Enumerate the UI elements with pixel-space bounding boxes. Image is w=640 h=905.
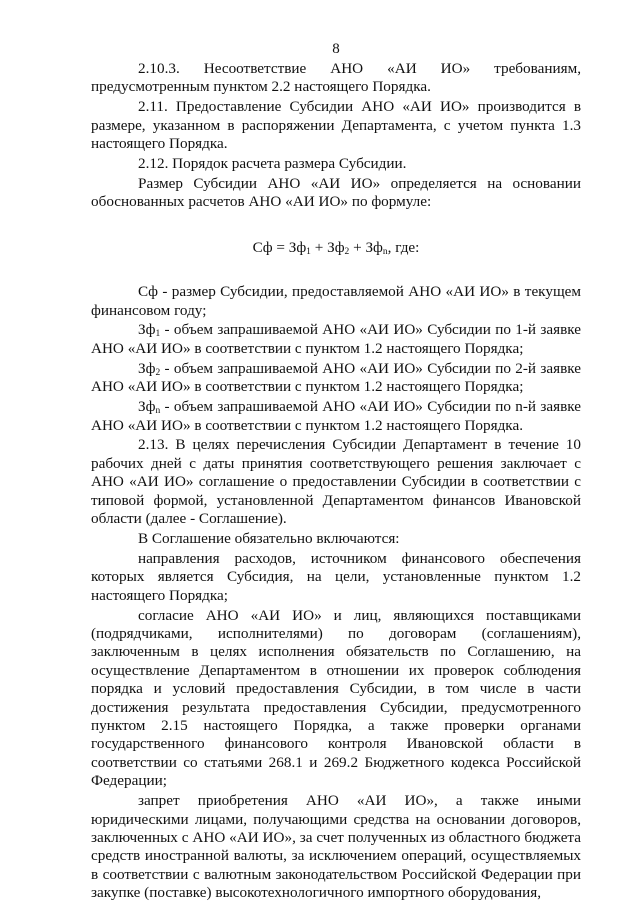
formula: [91, 239, 581, 257]
document-body: [91, 60, 581, 904]
page-number: 8: [332, 41, 340, 57]
definition-z2-symbol: Зф: [138, 359, 156, 377]
definition-z1-symbol: Зф: [138, 321, 156, 339]
paragraph-2-13: 2.13. В целях перечисления Субсидии Департамент в течение 10 рабочих дней с даты принятия соответствующего решения заключает с АНО «АИ ИО» соглашение о предоставлении Субсидии в соответствии с типовой формой, установленной Департаментом финансов Ивановской области (далее - Соглашение).: [91, 436, 581, 528]
formula-sub-1: 1: [306, 246, 311, 257]
definition-zn-symbol: Зф: [138, 398, 156, 416]
definition-z1: [91, 321, 581, 358]
definition-z1-text: - объем запрашиваемой АНО «АИ ИО» Субсидии по 1-й заявке АНО «АИ ИО» в соответствии с пунктом 1.2 настоящего Порядка;: [91, 321, 581, 357]
formula-lhs: Сф = Зф: [252, 238, 307, 256]
definition-zn: [91, 398, 581, 435]
paragraph-2-11: 2.11. Предоставление Субсидии АНО «АИ ИО» производится в размере, указанном в распоряжении Департамента, с учетом пункта 1.3 настоящего Порядка.: [91, 98, 581, 153]
paragraph-expense-directions: направления расходов, источником финансового обеспечения которых является Субсидия, на цели, установленные пунктом 1.2 настоящего Порядка;: [91, 549, 581, 604]
definition-z2-sub: 2: [155, 367, 161, 378]
formula-tail: , где:: [387, 238, 420, 256]
formula-sub-2: 2: [344, 246, 350, 257]
paragraph-subsidy-size: Размер Субсидии АНО «АИ ИО» определяется на основании обоснованных расчетов АНО «АИ ИО» по формуле:: [91, 174, 581, 211]
paragraph-agreement-includes: В Соглашение обязательно включаются:: [138, 529, 400, 547]
formula-plus-1: + Зф: [310, 238, 345, 256]
definition-z1-sub: 1: [155, 329, 161, 340]
formula-plus-2: + Зф: [349, 238, 383, 256]
paragraph-2-12: 2.12. Порядок расчета размера Субсидии.: [138, 155, 407, 173]
definition-z2-text: - объем запрашиваемой АНО «АИ ИО» Субсидии по 2-й заявке АНО «АИ ИО» в соответствии с пунктом 1.2 настоящего Порядка;: [91, 359, 581, 396]
formula-sub-n: n: [382, 246, 388, 257]
paragraph-consent: согласие АНО «АИ ИО» и лиц, являющихся поставщиками (подрядчиками, исполнителями) по договорам (соглашениям), заключенным в целях исполнения обязательств по Соглашению, на осуществление Департаментом в отношении их проверок соблюдения порядка и условий предоставления Субсидии, в том числе в части достижения результата предоставления Субсидии, предусмотренного пунктом 2.15 настоящего Порядка, а также проверки органами государственного финансового контроля Ивановской области в соответствии со статьями 268.1 и 269.2 Бюджетного кодекса Российской Федерации;: [91, 606, 581, 790]
definition-z2: [91, 360, 581, 397]
definition-zn-text: - объем запрашиваемой АНО «АИ ИО» Субсидии по n-й заявке АНО «АИ ИО» в соответствии с пунктом 1.2 настоящего Порядка.: [91, 398, 581, 434]
paragraph-2-10-3: 2.10.3. Несоответствие АНО «АИ ИО» требованиям, предусмотренным пунктом 2.2 настоящего Порядка.: [91, 60, 581, 96]
paragraph-currency-ban: запрет приобретения АНО «АИ ИО», а также иными юридическими лицами, получающими средства на основании договоров, заключенных с АНО «АИ ИО», за счет полученных из областного бюджета средств иностранной валюты, за исключением операций, осуществляемых в соответствии с валютным законодательством Российской Федерации при закупке (поставке) высокотехнологичного импортного оборудования,: [91, 792, 581, 902]
definition-zn-sub: n: [155, 406, 161, 417]
definition-sf: Сф - размер Субсидии, предоставляемой АНО «АИ ИО» в текущем финансовом году;: [91, 283, 581, 319]
